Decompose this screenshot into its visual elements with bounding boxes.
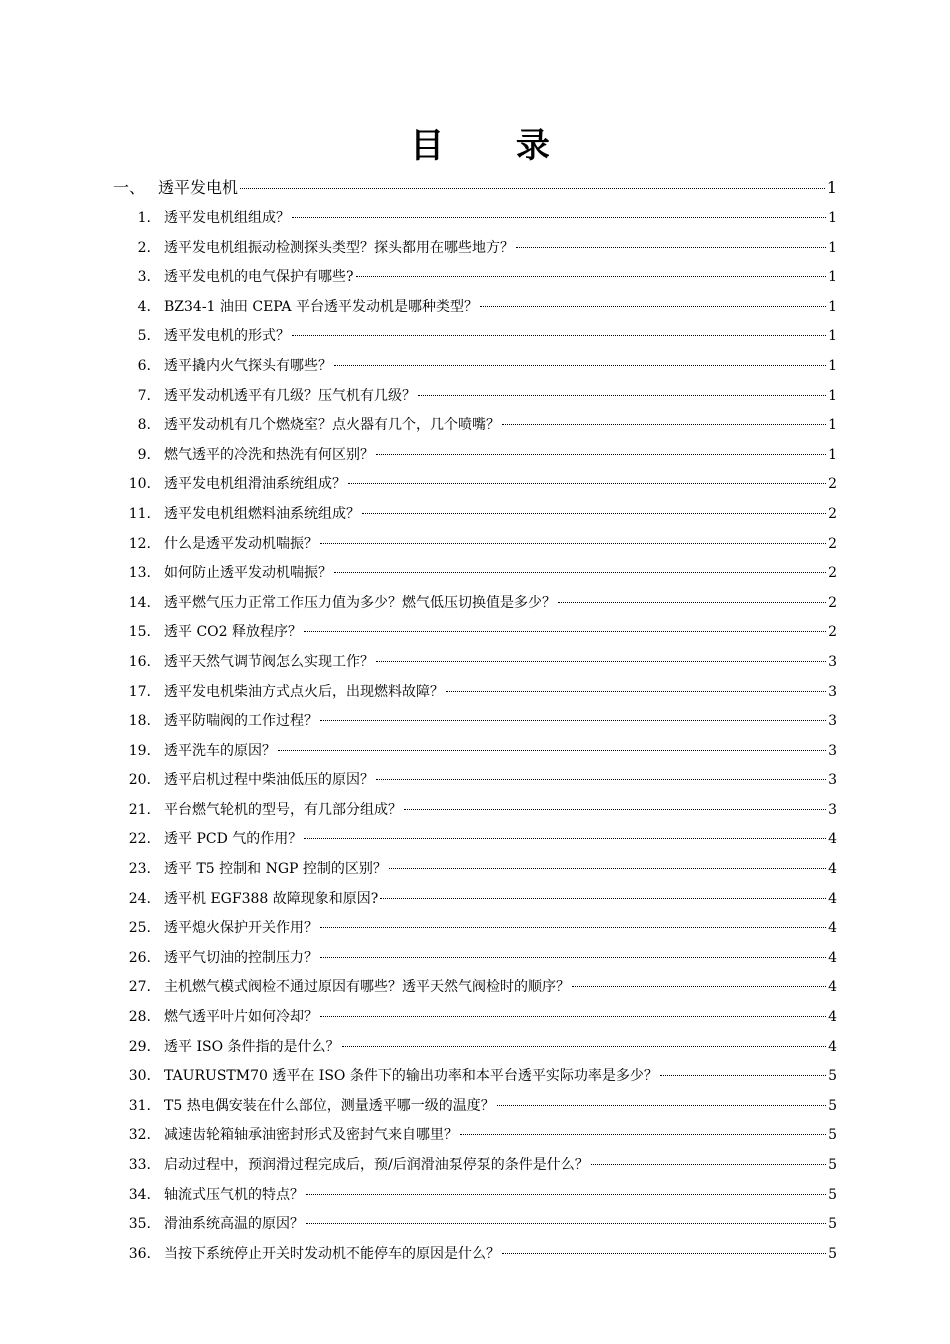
- entry-text: 透平发电机组滑油系统组成？: [164, 476, 346, 493]
- entry-number: 3.: [137, 269, 151, 286]
- entry-text: 透平发电机组组成？: [164, 210, 290, 226]
- entry-text: 滑油系统高温的原因？: [164, 1216, 304, 1233]
- toc-entry[interactable]: [113, 589, 837, 619]
- entry-text: 透平发电机组振动检测探头类型？探头都用在哪些地方？: [164, 239, 514, 256]
- entry-text: 透平发动机透平有几级？压气机有几级？: [164, 387, 416, 404]
- dot-leader: [362, 512, 826, 514]
- entry-text: 透平发电机组燃料油系统组成？: [164, 505, 360, 522]
- entry-text: 透平撬内火气探头有哪些？: [164, 357, 332, 374]
- entry-number: 31.: [128, 1097, 151, 1114]
- entry-page-number: 3: [828, 653, 837, 670]
- dot-leader: [320, 926, 826, 928]
- entry-number: 26.: [128, 949, 151, 966]
- entry-text: 轴流式压气机的特点？: [164, 1186, 304, 1203]
- entry-number: 8.: [137, 417, 151, 434]
- entry-text: 燃气透平叶片如何冷却？: [164, 1009, 318, 1026]
- entry-page-number: 5: [828, 1216, 837, 1233]
- entry-text: 透平发电机的电气保护有哪些?: [164, 269, 354, 286]
- toc-entry[interactable]: [113, 737, 837, 767]
- toc-entry[interactable]: [113, 678, 837, 708]
- toc-entry[interactable]: [113, 944, 837, 974]
- toc-entry[interactable]: [113, 1121, 837, 1151]
- entry-text: 透平 T5 控制和 NGP 控制的区别？: [164, 861, 387, 878]
- dot-leader: [304, 837, 826, 839]
- entry-text: 什么是透平发动机喘振？: [164, 535, 318, 552]
- entry-page-number: 1: [828, 387, 837, 404]
- toc-entry[interactable]: [113, 530, 837, 560]
- entry-number: 21.: [128, 801, 151, 818]
- entry-number: 29.: [128, 1038, 151, 1055]
- entry-page-number: 1: [828, 417, 837, 434]
- entry-number: 30.: [128, 1068, 151, 1085]
- dot-leader: [334, 571, 826, 573]
- entry-page-number: 3: [828, 742, 837, 759]
- dot-leader: [516, 246, 826, 248]
- dot-leader: [558, 601, 826, 603]
- toc-entry[interactable]: [113, 1062, 837, 1092]
- toc-entry[interactable]: [113, 648, 837, 678]
- toc-entry[interactable]: [113, 204, 837, 234]
- entry-number: 27.: [128, 979, 151, 996]
- entry-page-number: 4: [828, 1038, 837, 1055]
- toc-entry[interactable]: [113, 855, 837, 885]
- dot-leader: [404, 808, 826, 810]
- toc-entry[interactable]: [113, 1033, 837, 1063]
- toc-entry[interactable]: [113, 914, 837, 944]
- dot-leader: [502, 1252, 826, 1254]
- entry-page-number: 2: [828, 594, 837, 611]
- dot-leader: [497, 1104, 826, 1106]
- entry-page-number: 5: [828, 1097, 837, 1114]
- entry-page-number: 5: [828, 1245, 837, 1262]
- entry-page-number: 2: [828, 476, 837, 493]
- entry-number: 7.: [137, 387, 151, 404]
- entry-text: 燃气透平的冷洗和热洗有何区别？: [164, 446, 374, 463]
- dot-leader: [292, 216, 826, 218]
- entry-page-number: 4: [828, 890, 837, 907]
- dot-leader: [389, 867, 826, 869]
- entry-page-number: 5: [828, 1157, 837, 1173]
- entry-text: 平台燃气轮机的型号，有几部分组成？: [164, 801, 402, 818]
- entry-text: 透平防喘阀的工作过程？: [164, 713, 318, 730]
- dot-leader: [380, 897, 826, 899]
- entry-number: 9.: [137, 446, 151, 463]
- entry-number: 32.: [128, 1127, 151, 1144]
- entry-number: 14.: [128, 594, 151, 611]
- entry-page-number: 3: [828, 801, 837, 818]
- entry-number: 16.: [128, 653, 151, 670]
- entry-text: 透平天然气调节阀怎么实现工作？: [164, 653, 374, 670]
- entry-number: 23.: [128, 861, 151, 878]
- entry-number: 18.: [128, 713, 151, 730]
- dot-leader: [342, 1045, 827, 1047]
- dot-leader: [446, 690, 826, 692]
- toc-section-row[interactable]: [113, 172, 837, 204]
- toc-entry[interactable]: [113, 973, 837, 1003]
- entry-text: 透平 ISO 条件指的是什么？: [164, 1038, 340, 1055]
- entry-page-number: 4: [828, 831, 837, 848]
- entry-text: 减速齿轮箱轴承油密封形式及密封气来自哪里？: [164, 1127, 458, 1144]
- toc-entry[interactable]: [113, 441, 837, 471]
- entry-text: 透平燃气压力正常工作压力值为多少？燃气低压切换值是多少？: [164, 594, 556, 611]
- entry-text: 透平洗车的原因？: [164, 742, 276, 759]
- entry-number: 22.: [128, 831, 151, 848]
- entry-text: 透平发电机柴油方式点火后，出现燃料故障？: [164, 683, 444, 700]
- dot-leader: [320, 956, 826, 958]
- dot-leader: [348, 482, 826, 484]
- toc-entry[interactable]: [113, 411, 837, 441]
- dot-leader: [480, 305, 826, 307]
- section-number: 一、: [113, 178, 146, 197]
- toc-entry[interactable]: [113, 352, 837, 382]
- entry-page-number: 5: [828, 1127, 837, 1144]
- dot-leader: [320, 1015, 826, 1017]
- entry-text: 启动过程中，预润滑过程完成后，预/后润滑油泵停泵的条件是什么？: [164, 1157, 589, 1173]
- dot-leader: [306, 1193, 826, 1195]
- entry-page-number: 5: [828, 1068, 837, 1085]
- toc-entry[interactable]: [113, 293, 837, 323]
- entry-text: 透平 CO2 释放程序？: [164, 624, 302, 641]
- entry-text: 透平熄火保护开关作用？: [164, 920, 318, 937]
- toc-entry[interactable]: [113, 825, 837, 855]
- toc-entry[interactable]: [113, 1003, 837, 1033]
- entry-text: 透平启机过程中柴油低压的原因？: [164, 772, 374, 789]
- entry-page-number: 4: [828, 979, 837, 996]
- dot-leader: [418, 394, 826, 396]
- entry-page-number: 4: [828, 861, 837, 878]
- entry-number: 34.: [128, 1186, 151, 1203]
- entry-number: 5.: [137, 328, 151, 345]
- entry-page-number: 2: [828, 535, 837, 552]
- dot-leader: [306, 1222, 826, 1224]
- entry-text: 当按下系统停止开关时发动机不能停车的原因是什么？: [164, 1245, 500, 1262]
- dot-leader: [320, 542, 826, 544]
- entry-number: 17.: [128, 683, 151, 700]
- entry-text: 主机燃气模式阀检不通过原因有哪些？透平天然气阀检时的顺序？: [164, 979, 570, 996]
- entry-number: 25.: [128, 920, 151, 937]
- toc-entry[interactable]: [113, 885, 837, 915]
- entry-number: 28.: [128, 1009, 151, 1026]
- entry-number: 10.: [128, 476, 151, 493]
- dot-leader: [304, 630, 826, 632]
- dot-leader: [240, 187, 825, 189]
- entry-page-number: 4: [828, 920, 837, 937]
- dot-leader: [376, 660, 826, 662]
- dot-leader: [572, 985, 826, 987]
- entry-page-number: 3: [828, 772, 837, 789]
- entry-number: 13.: [128, 565, 151, 582]
- entry-number: 36.: [128, 1245, 151, 1262]
- entry-number: 12.: [128, 535, 151, 552]
- toc-entry[interactable]: [113, 707, 837, 737]
- entry-page-number: 1: [828, 298, 837, 315]
- toc-entry[interactable]: [113, 263, 837, 293]
- toc-title: 目 录: [410, 126, 580, 166]
- dot-leader: [460, 1133, 826, 1135]
- entry-number: 4.: [137, 298, 151, 315]
- toc-entry[interactable]: [113, 500, 837, 530]
- toc-entry[interactable]: [113, 470, 837, 500]
- entry-number: 6.: [137, 357, 151, 374]
- toc-entry[interactable]: [113, 1210, 837, 1240]
- toc-entry[interactable]: [113, 1092, 837, 1122]
- toc-entry[interactable]: [113, 1151, 837, 1181]
- entry-page-number: 2: [828, 565, 837, 582]
- toc-entry[interactable]: [113, 382, 837, 412]
- entry-text: 透平发动机有几个燃烧室？点火器有几个，几个喷嘴？: [164, 417, 500, 434]
- entry-number: 24.: [128, 890, 151, 907]
- dot-leader: [292, 334, 826, 336]
- entry-page-number: 2: [828, 505, 837, 522]
- dot-leader: [356, 275, 827, 277]
- entry-page-number: 1: [828, 357, 837, 374]
- dot-leader: [376, 453, 826, 455]
- entry-page-number: 1: [828, 446, 837, 463]
- entry-number: 33.: [128, 1157, 151, 1173]
- section-title: 透平发电机: [158, 178, 239, 197]
- entry-page-number: 3: [828, 713, 837, 730]
- entry-page-number: 1: [828, 269, 837, 286]
- entry-text: 如何防止透平发动机喘振？: [164, 565, 332, 582]
- dot-leader: [320, 719, 826, 721]
- section-page-number: 1: [826, 178, 837, 197]
- entry-page-number: 4: [828, 949, 837, 966]
- entry-text: BZ34-1 油田 CEPA 平台透平发动机是哪种类型？: [164, 298, 478, 315]
- toc-entry[interactable]: [113, 322, 837, 352]
- dot-leader: [660, 1074, 826, 1076]
- dot-leader: [591, 1163, 826, 1165]
- dot-leader: [376, 778, 826, 780]
- entry-number: 15.: [128, 624, 151, 641]
- entry-page-number: 2: [828, 624, 837, 641]
- entry-page-number: 1: [828, 239, 837, 256]
- entry-text: 透平气切油的控制压力？: [164, 949, 318, 966]
- entry-number: 11.: [128, 505, 151, 522]
- entry-text: TAURUSTM70 透平在 ISO 条件下的输出功率和本平台透平实际功率是多少？: [164, 1068, 658, 1085]
- dot-leader: [278, 749, 826, 751]
- dot-leader: [334, 364, 826, 366]
- entry-page-number: 1: [828, 328, 837, 345]
- entry-text: 透平 PCD 气的作用？: [164, 831, 303, 848]
- entry-number: 19.: [128, 742, 151, 759]
- entry-number: 2.: [137, 239, 151, 256]
- entry-text: T5 热电偶安装在什么部位，测量透平哪一级的温度？: [164, 1097, 495, 1114]
- toc-entry[interactable]: [113, 1181, 837, 1211]
- entry-number: 35.: [128, 1216, 151, 1233]
- toc-entry[interactable]: [113, 618, 837, 648]
- entry-text: 透平机 EGF388 故障现象和原因?: [164, 890, 379, 907]
- dot-leader: [502, 423, 826, 425]
- entry-page-number: 3: [828, 683, 837, 700]
- toc-entry[interactable]: [113, 796, 837, 826]
- entry-text: 透平发电机的形式？: [164, 328, 290, 345]
- table-of-contents: [113, 172, 837, 1269]
- entry-page-number: 1: [828, 210, 837, 226]
- entry-number: 1.: [137, 210, 151, 226]
- toc-entry[interactable]: [113, 234, 837, 264]
- entry-number: 20.: [128, 772, 151, 789]
- entry-page-number: 5: [828, 1186, 837, 1203]
- toc-entry[interactable]: [113, 559, 837, 589]
- toc-entry[interactable]: [113, 1240, 837, 1270]
- toc-entry[interactable]: [113, 766, 837, 796]
- entry-page-number: 4: [828, 1009, 837, 1026]
